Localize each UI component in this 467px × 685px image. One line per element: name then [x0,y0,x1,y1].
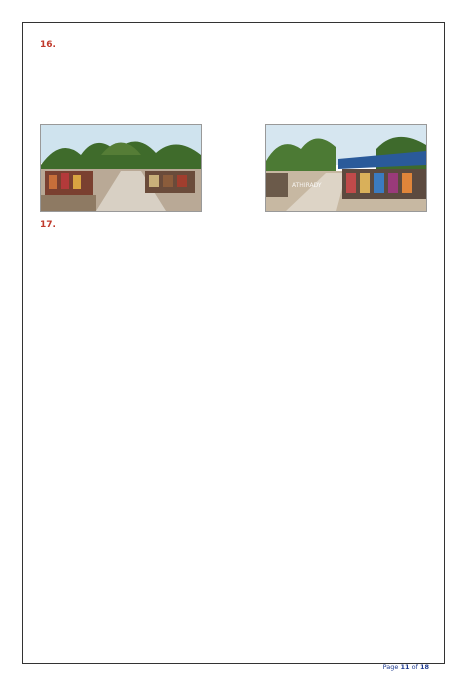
footer-total-pages: 18 [419,663,429,671]
photo-watermark: ATHIRADY [292,182,322,189]
section-heading-17 [40,220,427,230]
shop-street-image-left [41,125,201,211]
photo-row [40,124,427,212]
section-16-paragraph-2 [40,72,427,82]
section-heading-16 [40,40,427,50]
shop-street-photo-right [265,124,427,212]
photo-caption [40,104,427,114]
section-number: 17. [40,220,56,230]
page-footer [383,663,429,671]
footer-current-page: 11 [400,663,410,671]
shop-street-image-right [266,125,426,211]
section-16-paragraph-3 [40,88,427,98]
footer-separator: of [411,663,418,671]
section-16-paragraph-1 [40,56,427,66]
section-17-paragraph-2 [40,252,427,262]
page-content [40,40,427,284]
section-number: 16. [40,40,56,50]
section-17-paragraph-1 [40,236,427,246]
section-17-paragraph-3 [40,268,427,278]
footer-label: Page [382,663,399,671]
shop-street-photo-left [40,124,202,212]
